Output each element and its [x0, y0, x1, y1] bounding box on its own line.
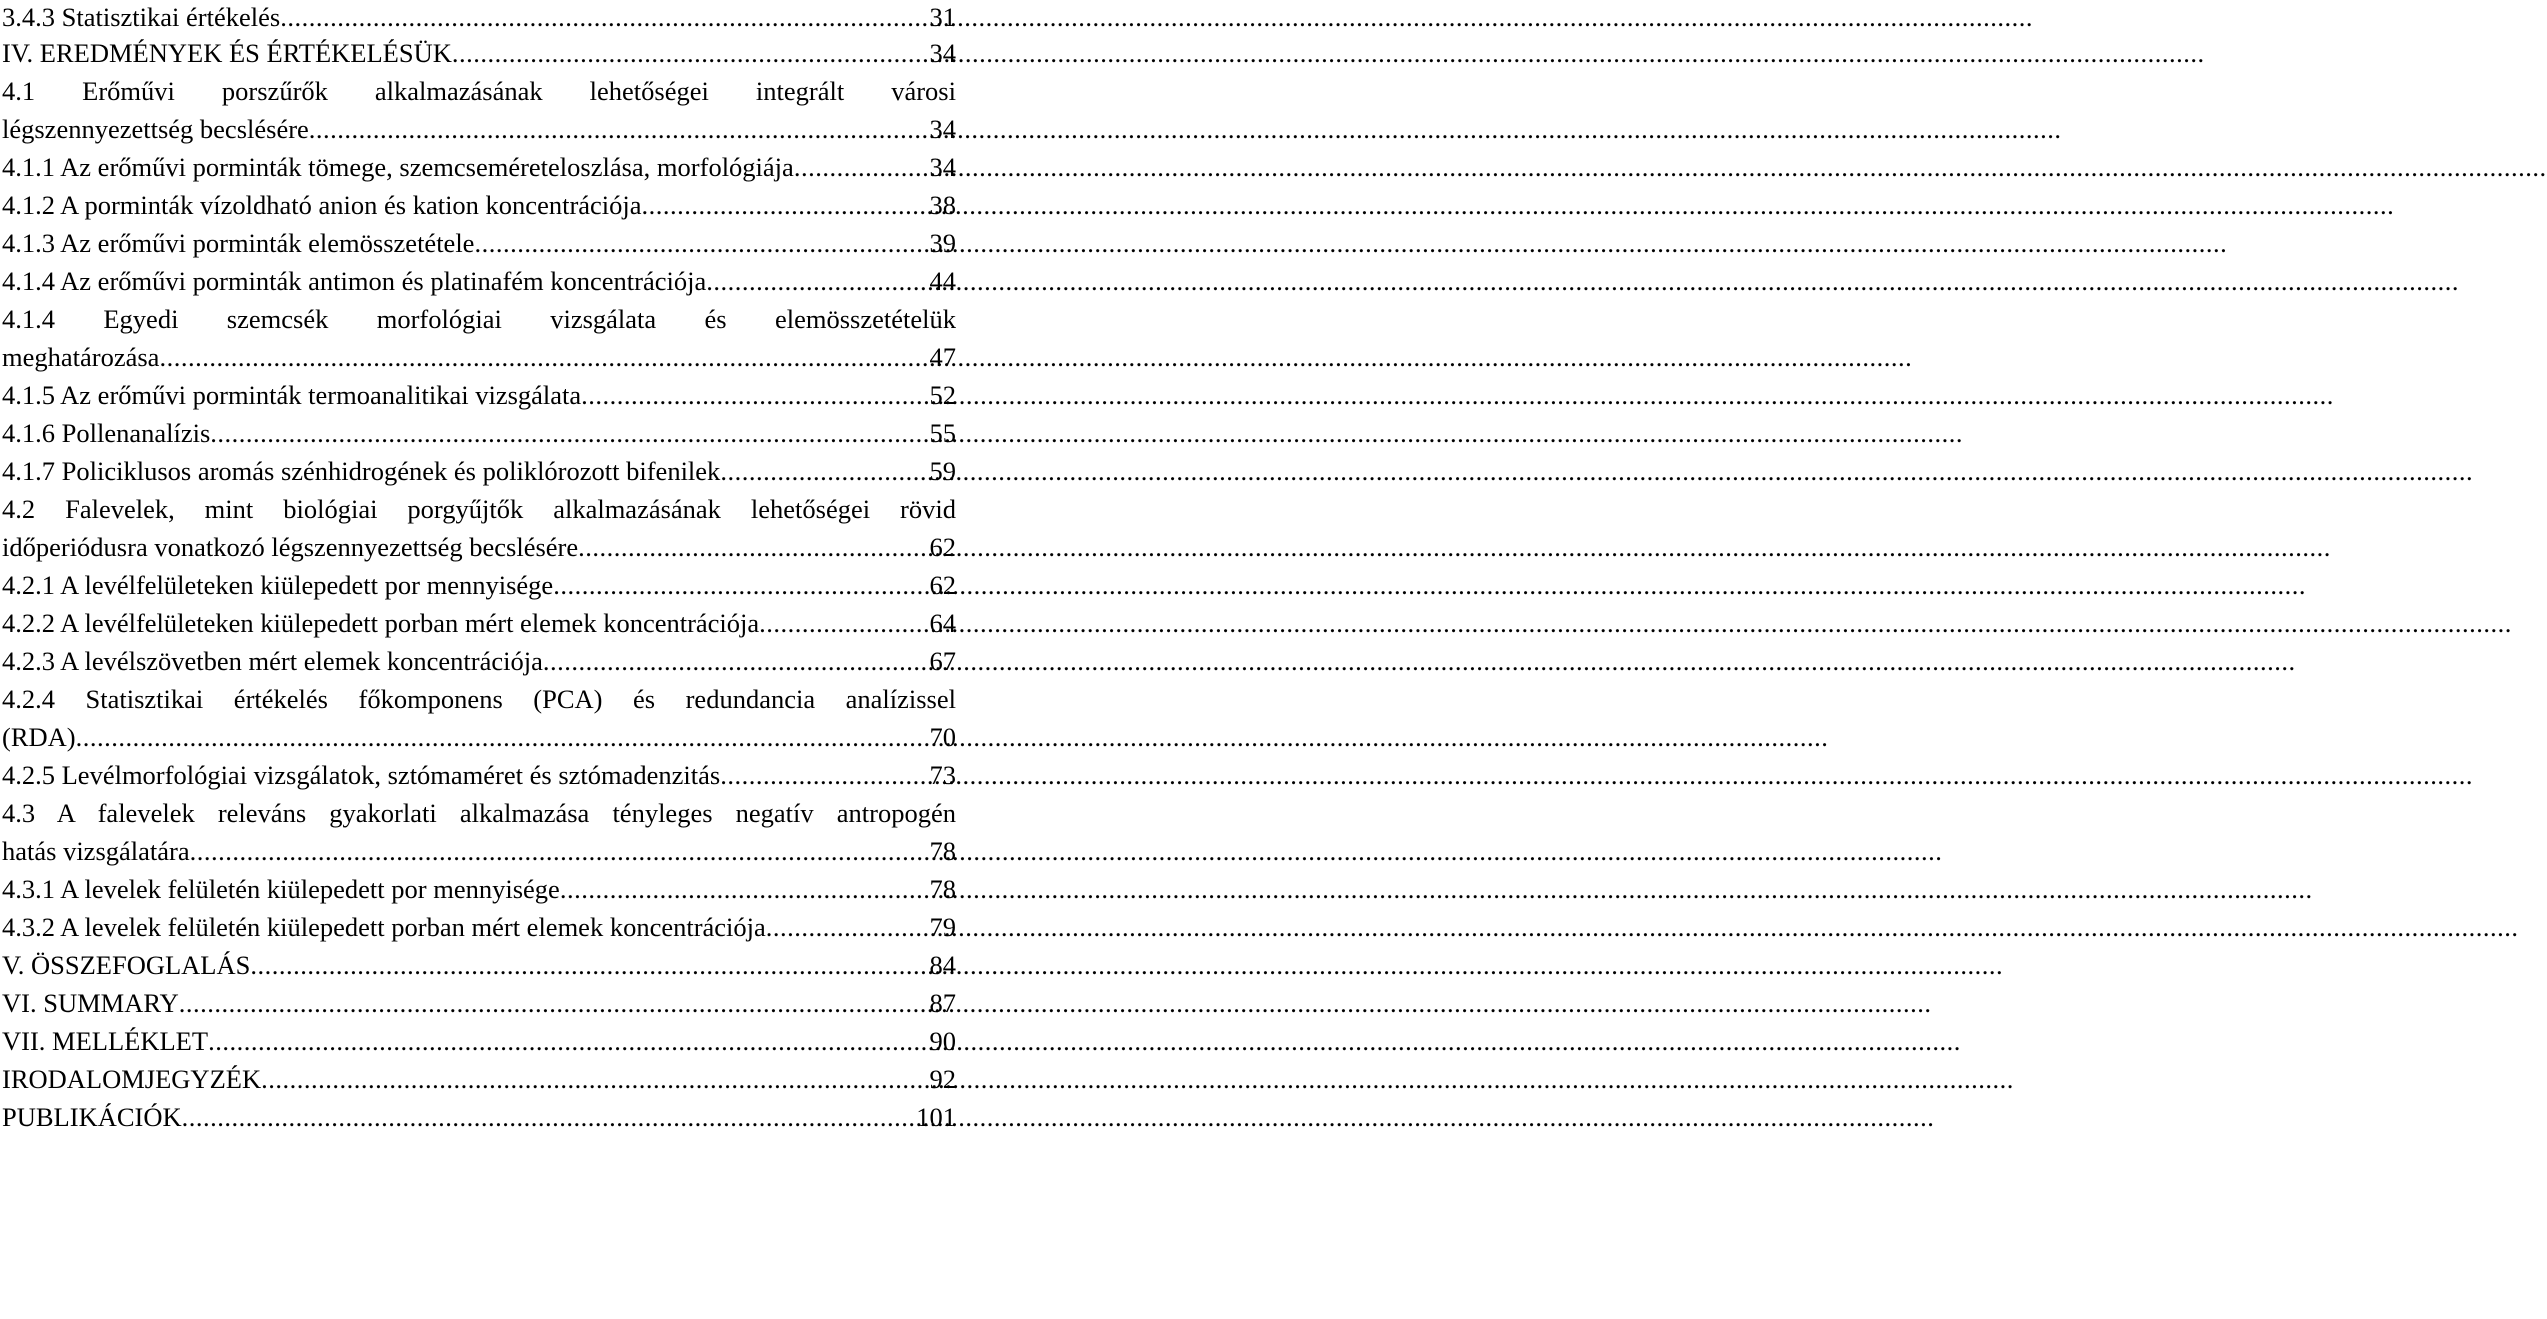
dot-leader — [250, 946, 928, 984]
toc-entry[interactable] — [2, 680, 956, 756]
dot-leader — [182, 1098, 916, 1136]
toc-entry-title: 4.1.2 A porminták vízoldható anion és kation koncentrációja — [2, 190, 642, 220]
page-number: 78 — [929, 874, 956, 904]
toc-entry-title: 4.2.3 A levélszövetben mért elemek koncentrációja — [2, 646, 543, 676]
toc-entry-title: 4.2.2 A levélfelületeken kiülepedett porban mért elemek koncentrációja — [2, 608, 760, 638]
page-number: 101 — [916, 1102, 956, 1132]
toc-entry[interactable] — [2, 414, 956, 452]
dot-leader — [309, 110, 929, 148]
toc-entry[interactable] — [2, 794, 956, 870]
toc-entry[interactable] — [2, 1098, 956, 1136]
dot-leader — [720, 756, 928, 794]
page-number: 38 — [929, 190, 956, 220]
toc-entry[interactable] — [2, 376, 956, 414]
toc-entry[interactable] — [2, 34, 956, 72]
dot-leader — [208, 1022, 928, 1060]
page-number: 44 — [929, 266, 956, 296]
toc-entry[interactable] — [2, 604, 956, 642]
dot-leader — [581, 376, 928, 414]
toc-entry[interactable] — [2, 72, 956, 148]
toc-entry-title: 4.2.5 Levélmorfológiai vizsgálatok, sztómaméret és sztómadenzitás — [2, 760, 721, 790]
toc-entry-title: VI. SUMMARY — [2, 988, 179, 1018]
toc-entry-title: 4.2.1 A levélfelületeken kiülepedett por mennyisége — [2, 570, 554, 600]
dot-leader — [706, 262, 928, 300]
dot-leader — [179, 984, 929, 1022]
page-number: 78 — [929, 836, 956, 866]
dot-leader — [766, 908, 929, 946]
toc-entry-title: V. ÖSSZEFOGLALÁS — [2, 950, 251, 980]
toc-entry[interactable] — [2, 984, 956, 1022]
page-number: 52 — [929, 380, 956, 410]
toc-entry[interactable] — [2, 908, 956, 946]
page-number: 39 — [929, 228, 956, 258]
toc-entry[interactable] — [2, 186, 956, 224]
dot-leader — [759, 604, 928, 642]
toc-entry-title: 4.1.5 Az erőművi porminták termoanalitikai vizsgálata — [2, 380, 582, 410]
toc-entry-title: 4.1.4 Az erőművi porminták antimon és platinafém koncentrációja — [2, 266, 707, 296]
toc-entry-title: 4.1.6 Pollenanalízis — [2, 418, 211, 448]
toc-entry-title: VII. MELLÉKLET — [2, 1026, 209, 1056]
page-number: 87 — [929, 988, 956, 1018]
toc-entry-title: légszennyezettség becslésére — [2, 114, 309, 144]
toc-entry-title: IV. EREDMÉNYEK ÉS ÉRTÉKELÉSÜK — [2, 38, 452, 68]
toc-entry-title: 4.1.3 Az erőművi porminták elemösszetétele — [2, 228, 475, 258]
toc-entry[interactable] — [2, 490, 956, 566]
dot-leader — [210, 414, 928, 452]
dot-leader — [642, 186, 929, 224]
dot-leader — [578, 528, 928, 566]
toc-entry[interactable] — [2, 148, 956, 186]
toc-entry-title-line: 4.1 Erőművi porszűrők alkalmazásának lehetőségei integrált városi — [2, 76, 956, 106]
toc-entry-title: 4.3.2 A levelek felületén kiülepedett porban mért elemek koncentrációja — [2, 912, 766, 942]
page-number: 73 — [929, 760, 956, 790]
page-number: 62 — [929, 570, 956, 600]
toc-entry-title: (RDA) — [2, 722, 76, 752]
toc-entry-title-line: 4.3 A falevelek releváns gyakorlati alkalmazása tényleges negatív antropogén — [2, 798, 956, 828]
table-of-contents — [2, 0, 956, 1136]
dot-leader — [543, 642, 929, 680]
toc-entry-title: 4.1.7 Policiklusos aromás szénhidrogének és poliklórozott bifenilek — [2, 456, 721, 486]
dot-leader — [190, 832, 929, 870]
toc-entry-title-line: 4.2.4 Statisztikai értékelés főkomponens (PCA) és redundancia analízissel — [2, 684, 956, 714]
page-number: 55 — [929, 418, 956, 448]
toc-entry[interactable] — [2, 642, 956, 680]
toc-entry[interactable] — [2, 300, 956, 376]
page-number: 31 — [929, 2, 956, 32]
toc-entry[interactable] — [2, 566, 956, 604]
toc-entry[interactable] — [2, 262, 956, 300]
page-number: 92 — [929, 1064, 956, 1094]
toc-entry[interactable] — [2, 1022, 956, 1060]
page-number: 34 — [929, 152, 956, 182]
toc-entry-title-line: 4.2 Falevelek, mint biológiai porgyűjtők alkalmazásának lehetőségei rövid — [2, 494, 956, 524]
toc-entry-title: PUBLIKÁCIÓK — [2, 1102, 182, 1132]
toc-entry-title: 4.3.1 A levelek felületén kiülepedett por mennyisége — [2, 874, 560, 904]
page-number: 64 — [929, 608, 956, 638]
dot-leader — [76, 718, 929, 756]
toc-entry[interactable] — [2, 946, 956, 984]
dot-leader — [159, 338, 928, 376]
page-number: 59 — [929, 456, 956, 486]
page-number: 79 — [929, 912, 956, 942]
page-number: 84 — [929, 950, 956, 980]
dot-leader — [720, 452, 928, 490]
dot-leader — [261, 1060, 928, 1098]
page-number: 34 — [929, 38, 956, 68]
page-number: 47 — [929, 342, 956, 372]
dot-leader — [794, 148, 929, 186]
toc-entry-title: időperiódusra vonatkozó légszennyezettség becslésére — [2, 532, 579, 562]
dot-leader — [452, 34, 929, 72]
dot-leader — [560, 870, 929, 908]
page-number: 70 — [929, 722, 956, 752]
toc-entry[interactable] — [2, 452, 956, 490]
toc-entry[interactable] — [2, 224, 956, 262]
page-number: 34 — [929, 114, 956, 144]
toc-entry-title: meghatározása — [2, 342, 160, 372]
toc-entry-title: IRODALOMJEGYZÉK — [2, 1064, 262, 1094]
page-number: 67 — [929, 646, 956, 676]
toc-entry-title: hatás vizsgálatára — [2, 836, 190, 866]
dot-leader — [474, 224, 928, 262]
page-number: 90 — [929, 1026, 956, 1056]
toc-entry-title-line: 4.1.4 Egyedi szemcsék morfológiai vizsgálata és elemösszetételük — [2, 304, 956, 334]
toc-entry[interactable] — [2, 870, 956, 908]
toc-entry[interactable] — [2, 1060, 956, 1098]
page-number: 62 — [929, 532, 956, 562]
toc-entry-title: 4.1.1 Az erőművi porminták tömege, szemcseméreteloszlása, morfológiája — [2, 152, 794, 182]
toc-entry-title: 3.4.3 Statisztikai értékelés — [2, 2, 281, 32]
toc-entry[interactable] — [2, 0, 956, 34]
dot-leader — [553, 566, 928, 604]
toc-entry[interactable] — [2, 756, 956, 794]
dot-leader — [280, 0, 928, 34]
